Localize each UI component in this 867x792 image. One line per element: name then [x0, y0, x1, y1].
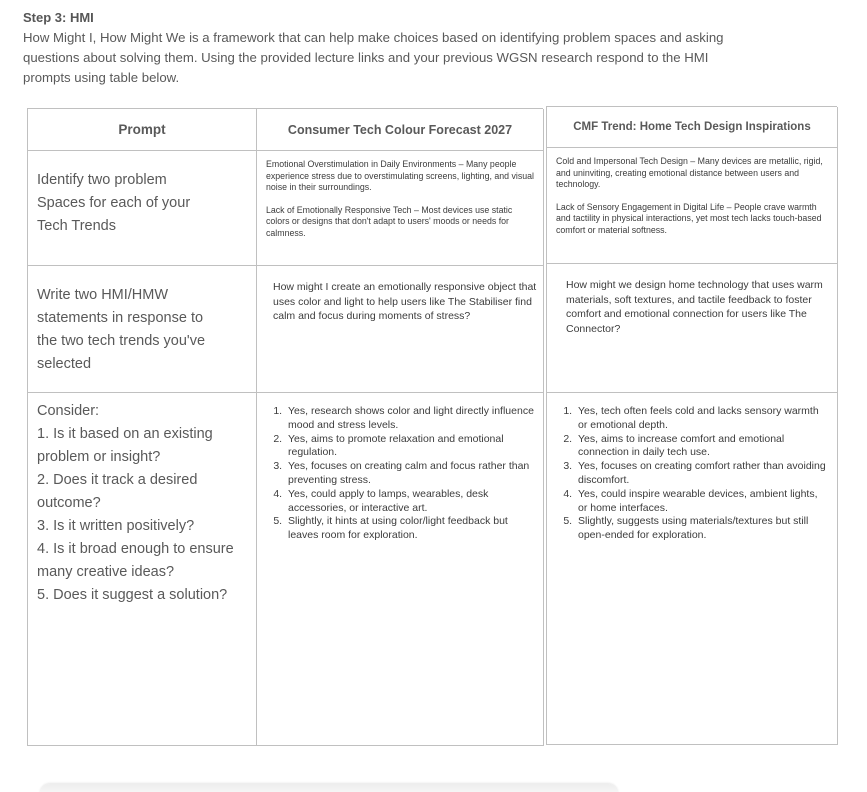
header-consumer-tech-colour-forecast: Consumer Tech Colour Forecast 2027 — [257, 109, 544, 151]
step-heading: Step 3: HMI — [23, 10, 94, 25]
row3-col3-evaluation-list — [547, 393, 838, 745]
consider-item: 5. Does it suggest a solution? — [37, 587, 228, 603]
prompt-line: Spaces for each of your — [37, 195, 191, 211]
row1-col3-problem-spaces — [547, 148, 838, 264]
evaluation-list — [267, 405, 535, 543]
prompt-line: Write two HMI/HMW — [37, 287, 169, 303]
row2-col2-hmi-statement: How might I create an emotionally responsive object that uses color and light to help users like The Stabiliser find calm and focus during moments of stress? — [257, 266, 544, 393]
prompt-line: the two tech trends you've — [37, 333, 206, 349]
row3-prompt-cell — [28, 393, 257, 746]
evaluation-item: 2. Yes, aims to increase comfort and emotional connection in daily tech use. — [575, 433, 829, 461]
prompt-line: Tech Trends — [37, 218, 116, 234]
evaluation-item: 4. Yes, could apply to lamps, wearables, desk accessories, or interactive art. — [285, 488, 535, 516]
prompt-line: selected — [37, 356, 92, 372]
row3-col2-evaluation-list — [257, 393, 544, 746]
consider-item: 1. Is it based on an existing problem or insight? — [37, 426, 213, 465]
row2-prompt-cell — [28, 266, 257, 393]
header-prompt: Prompt — [28, 109, 257, 151]
prompt-line: statements in response to — [37, 310, 204, 326]
consider-item: 2. Does it track a desired outcome? — [37, 472, 198, 511]
evaluation-item: 1. Yes, research shows color and light directly influence mood and stress levels. — [285, 405, 535, 433]
evaluation-item: 5. Slightly, suggests using materials/textures but still open-ended for exploration. — [575, 515, 829, 543]
intro-line: How Might I, How Might We is a framework that can help make choices based on identifying problem spaces and asking — [23, 30, 724, 45]
bottom-element-edge — [40, 784, 618, 792]
evaluation-item: 3. Yes, focuses on creating calm and focus rather than preventing stress. — [285, 460, 535, 488]
hmi-table-cmf-trend — [546, 106, 837, 745]
problem-space-paragraph: Emotional Overstimulation in Daily Environments – Many people experience stress due to overstimulating screens, lighting, and visual noise in their surroundings. — [266, 159, 534, 192]
intro-line: questions about solving them. Using the provided lecture links and your previous WGSN research respond to the HMI — [23, 50, 709, 65]
problem-space-paragraph: Cold and Impersonal Tech Design – Many devices are metallic, rigid, and uninviting, creating emotional distance between users and technology. — [556, 156, 823, 189]
hmi-table-main — [27, 108, 543, 746]
evaluation-item: 4. Yes, could inspire wearable devices, ambient lights, or home interfaces. — [575, 488, 829, 516]
intro-block — [23, 8, 843, 88]
header-cmf-trend: CMF Trend: Home Tech Design Inspirations — [547, 107, 838, 148]
problem-space-paragraph: Lack of Emotionally Responsive Tech – Most devices use static colors or designs that don't adapt to users' moods or needs for calmness. — [266, 204, 513, 238]
evaluation-item: 5. Slightly, it hints at using color/light feedback but leaves room for exploration. — [285, 515, 535, 543]
evaluation-item: 2. Yes, aims to promote relaxation and emotional regulation. — [285, 433, 535, 461]
row2-col3-hmw-statement: How might we design home technology that uses warm materials, soft textures, and tactile feedback to foster comfort and emotional connection for users like The Connector? — [547, 264, 838, 393]
evaluation-list — [557, 405, 829, 543]
problem-space-paragraph: Lack of Sensory Engagement in Digital Life – People crave warmth and tactility in physical interactions, yet most tech lacks touch-based comfort or material softness. — [556, 201, 822, 235]
intro-line: prompts using table below. — [23, 70, 180, 85]
row1-col2-problem-spaces — [257, 151, 544, 266]
consider-item: 4. Is it broad enough to ensure many creative ideas? — [37, 541, 234, 580]
evaluation-item: 3. Yes, focuses on creating comfort rather than avoiding discomfort. — [575, 460, 829, 488]
prompt-line: Identify two problem — [37, 172, 167, 188]
consider-title: Consider: — [37, 403, 100, 419]
evaluation-item: 1. Yes, tech often feels cold and lacks sensory warmth or emotional depth. — [575, 405, 829, 433]
row1-prompt-cell — [28, 151, 257, 266]
consider-item: 3. Is it written positively? — [37, 518, 195, 534]
